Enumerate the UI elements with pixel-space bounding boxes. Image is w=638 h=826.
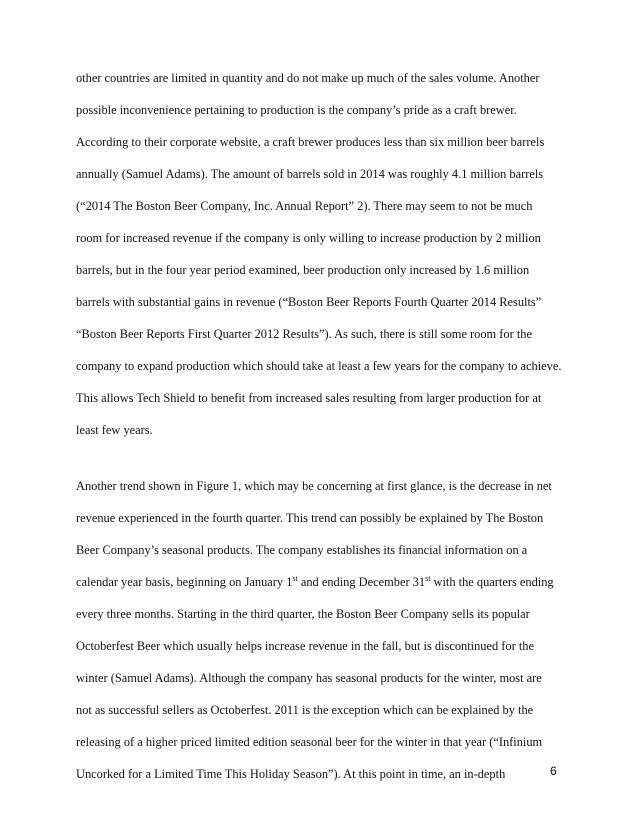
paragraph-1-line-6: room for increased revenue if the company is only willing to increase production by 2 million: [76, 231, 541, 245]
paragraph-2-line-9: releasing of a higher priced limited edition seasonal beer for the winter in that year (“Infinium: [76, 735, 543, 749]
paragraph-2-line-2: revenue experienced in the fourth quarter. This trend can possibly be explained by The Boston: [76, 511, 544, 525]
paragraph-2-line-1: Another trend shown in Figure 1, which may be concerning at first glance, is the decrease in net: [76, 479, 552, 493]
paragraph-1-line-3: According to their corporate website, a craft brewer produces less than six million beer barrels: [76, 135, 545, 149]
line-text-after-superscript: with the quarters ending: [430, 575, 554, 589]
paragraph-1-line-2: possible inconvenience pertaining to production is the company’s pride as a craft brewer.: [76, 103, 517, 117]
paragraph-2-line-5: every three months. Starting in the third quarter, the Boston Beer Company sells its popular: [76, 607, 530, 621]
paragraph-1-line-9: “Boston Beer Reports First Quarter 2012 Results”). As such, there is still some room for the: [76, 327, 532, 341]
paragraph-2-line-10: Uncorked for a Limited Time This Holiday Season”). At this point in time, an in-depth: [76, 767, 506, 781]
superscript-st-1: st: [292, 573, 298, 583]
paragraph-1-line-12: least few years.: [76, 423, 153, 437]
superscript-st-2: st: [425, 573, 431, 583]
paragraph-2-line-7: winter (Samuel Adams). Although the company has seasonal products for the winter, most are: [76, 671, 542, 685]
paragraph-1-line-10: company to expand production which should take at least a few years for the company to achieve.: [76, 359, 562, 373]
paragraph-1-line-1: other countries are limited in quantity and do not make up much of the sales volume. Another: [76, 71, 540, 85]
paragraph-1-line-4: annually (Samuel Adams). The amount of barrels sold in 2014 was roughly 4.1 million barrels: [76, 167, 544, 181]
line-text-before-first-superscript: calendar year basis, beginning on January 1: [76, 575, 293, 589]
paragraph-2-line-8: not as successful sellers as Octoberfest. 2011 is the exception which can be explained by the: [76, 703, 534, 717]
paragraph-1-line-8: barrels with substantial gains in revenue (“Boston Beer Reports Fourth Quarter 2014 Results”: [76, 295, 542, 309]
paragraph-2-line-6: Octoberfest Beer which usually helps increase revenue in the fall, but is discontinued for the: [76, 639, 534, 653]
paragraph-1-line-5: (“2014 The Boston Beer Company, Inc. Annual Report” 2). There may seem to not be much: [76, 199, 533, 213]
page-number: 6: [550, 764, 557, 778]
paragraph-2-line-4: [76, 574, 554, 590]
paragraph-1-line-11: This allows Tech Shield to benefit from increased sales resulting from larger production for at: [76, 391, 542, 405]
paragraph-2-line-3: Beer Company’s seasonal products. The company establishes its financial information on a: [76, 543, 528, 557]
line-text-middle: and ending December 31: [297, 575, 426, 589]
paragraph-1-line-7: barrels, but in the four year period examined, beer production only increased by 1.6 million: [76, 263, 530, 277]
